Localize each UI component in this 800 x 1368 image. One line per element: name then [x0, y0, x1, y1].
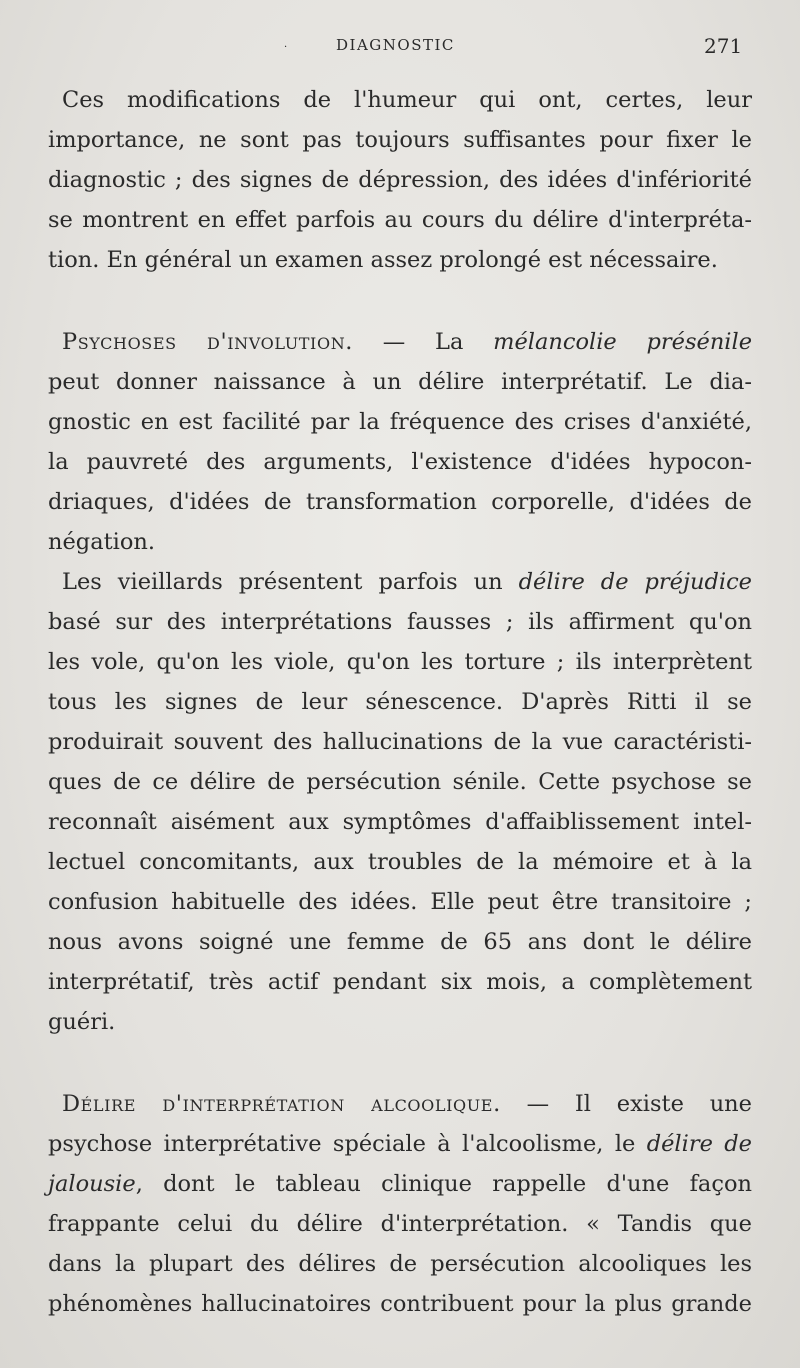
section-heading: Psychoses d'involution.	[62, 329, 354, 355]
text-line: interprétatif, très actif pendant six mois, a complètement	[48, 969, 752, 995]
text-line: peut donner naissance à un délire interprétatif. Le dia-	[48, 369, 752, 395]
text-line: Ces modifications de l'humeur qui ont, certes, leur	[62, 87, 752, 113]
text-line: nous avons soigné une femme de 65 ans dont le délire	[48, 929, 752, 955]
text-line: les vole, qu'on les viole, qu'on les torture ; ils interprètent	[48, 649, 752, 675]
page-header	[0, 34, 800, 64]
text-line: diagnostic ; des signes de dépression, des idées d'infériorité	[48, 167, 752, 193]
paragraph-first-line	[62, 568, 752, 596]
text-segment: Les vieillards présentent parfois un	[62, 569, 519, 595]
text-segment: , dont le tableau clinique rappelle d'une façon	[135, 1171, 752, 1197]
text-line: guéri.	[48, 1009, 116, 1035]
text-segment: psychose interprétative spéciale à l'alcoolisme, le	[48, 1131, 647, 1157]
text-line: lectuel concomitants, aux troubles de la mémoire et à la	[48, 849, 752, 875]
text-line: la pauvreté des arguments, l'existence d'idées hypocon-	[48, 449, 752, 475]
text-segment: — Il existe une	[500, 1091, 752, 1117]
text-line: importance, ne sont pas toujours suffisantes pour fixer le	[48, 127, 752, 153]
text-line: ques de ce délire de persécution sénile. Cette psychose se	[48, 769, 752, 795]
text-line: phénomènes hallucinatoires contribuent pour la plus grande	[48, 1291, 752, 1317]
text-line: produirait souvent des hallucinations de la vue caractéristi-	[48, 729, 752, 755]
section-first-line	[62, 1090, 752, 1118]
text-line: tous les signes de leur sénescence. D'après Ritti il se	[48, 689, 752, 715]
text-line: driaques, d'idées de transformation corporelle, d'idées de	[48, 489, 752, 515]
italic-term: délire de préjudice	[518, 569, 752, 595]
header-dot: ·	[284, 42, 288, 53]
text-line	[48, 1130, 752, 1158]
text-line: négation.	[48, 529, 156, 555]
text-line	[48, 1170, 752, 1198]
text-line: frappante celui du délire d'interprétation. « Tandis que	[48, 1211, 752, 1237]
text-line: reconnaît aisément aux symptômes d'affaiblissement intel-	[48, 809, 752, 835]
running-head: DIAGNOSTIC	[336, 36, 455, 54]
italic-term: mélancolie présénile	[493, 329, 753, 355]
italic-term: jalousie	[48, 1171, 136, 1197]
text-line: confusion habituelle des idées. Elle peut être transitoire ;	[48, 889, 752, 915]
page-number: 271	[704, 34, 743, 58]
section-first-line	[62, 328, 752, 356]
text-line: se montrent en effet parfois au cours du délire d'interpréta-	[48, 207, 752, 233]
italic-term: délire de	[646, 1131, 752, 1157]
text-line: tion. En général un examen assez prolongé est nécessaire.	[48, 247, 718, 273]
text-line: dans la plupart des délires de persécution alcooliques les	[48, 1251, 752, 1277]
text-line: basé sur des interprétations fausses ; ils affirment qu'on	[48, 609, 752, 635]
text-line: gnostic en est facilité par la fréquence des crises d'anxiété,	[48, 409, 752, 435]
text-segment: — La	[353, 329, 494, 355]
section-heading: Délire d'interprétation alcoolique.	[62, 1091, 501, 1117]
